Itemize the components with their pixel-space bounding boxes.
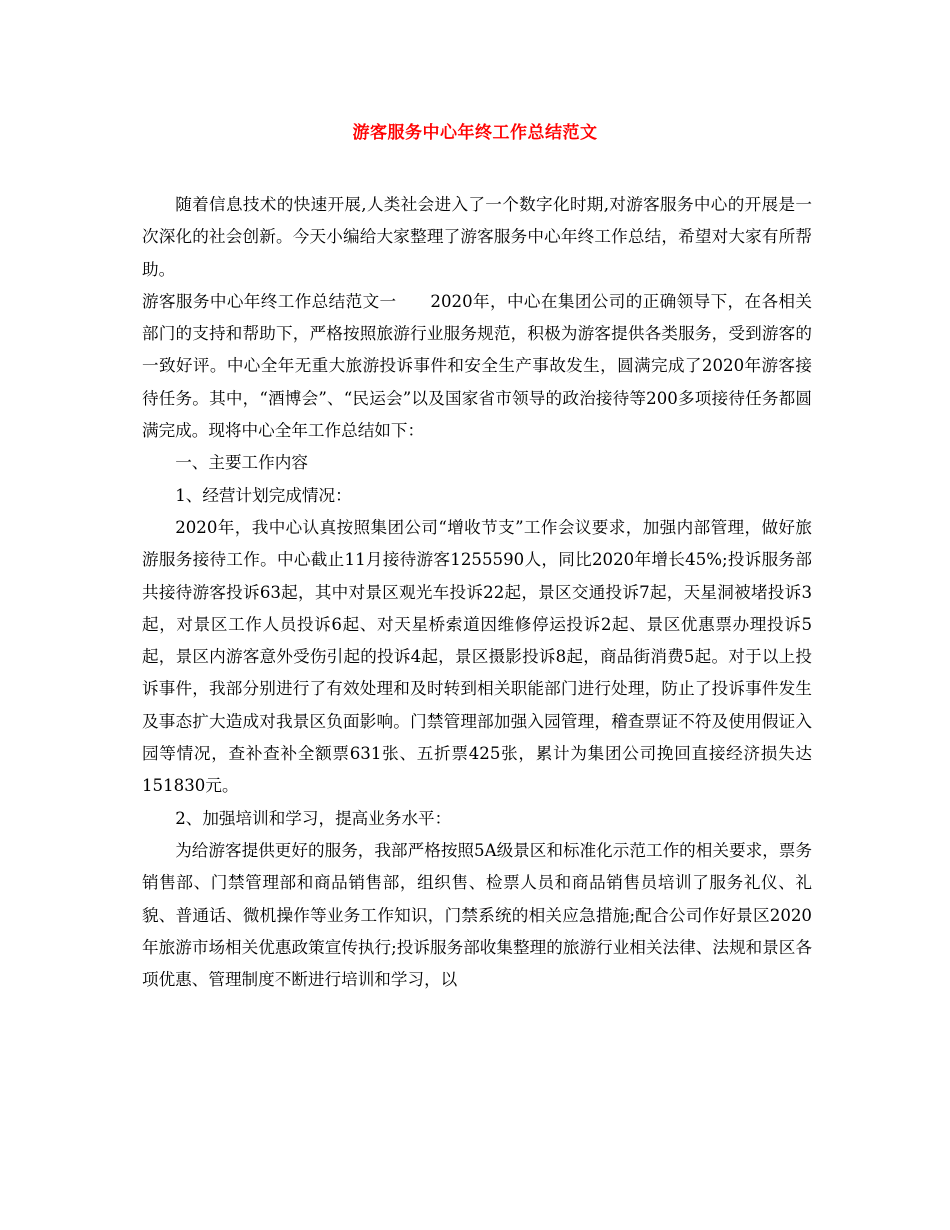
section-heading-main-work: 一、主要工作内容: [175, 453, 308, 473]
paragraph-training-details: 为给游客提供更好的服务，我部严格按照5A级景区和标准化示范工作的相关要求，票务销售部、门禁管理部和商品销售部，组织售、检票人员和商品销售员培训了服务礼仪、礼貌、普通话、微机操作等业务工作知识，门禁系统的相关应急措施;配合公司作好景区2020年旅游市场相关优惠政策宣传执行;投诉服务部收集整理的旅游行业相关法律、法规和景区各项优惠、管理制度不断进行培训和学习，以: [142, 840, 812, 990]
subsection-heading-training: 2、加强培训和学习，提高业务水平：: [175, 808, 452, 828]
document-title: 游客服务中心年终工作总结范文: [352, 123, 598, 143]
paragraph-plan-details: 2020年，我中心认真按照集团公司“增收节支”工作会议要求，加强内部管理，做好旅游服务接待工作。中心截止11月接待游客1255590人，同比2020年增长45%;投诉服务部共接待游客投诉63起，其中对景区观光车投诉22起，景区交通投诉7起，天星洞被堵投诉3起，对景区工作人员投诉6起、对天星桥索道因维修停运投诉2起、景区优惠票办理投诉5起，景区内游客意外受伤引起的投诉4起，景区摄影投诉8起，商品街消费5起。对于以上投诉事件，我部分别进行了有效处理和及时转到相关职能部门进行处理，防止了投诉事件发生及事态扩大造成对我景区负面影响。门禁管理部加强入园管理，稽查票证不符及使用假证入园等情况，查补查补全额票631张、五折票425张，累计为集团公司挽回直接经济损失达151830元。: [142, 517, 812, 796]
subsection-heading-plan: 1、经营计划完成情况：: [175, 485, 352, 505]
document-body: [142, 189, 812, 996]
paragraph-intro: 随着信息技术的快速开展,人类社会进入了一个数字化时期,对游客服务中心的开展是一次深化的社会创新。今天小编给大家整理了游客服务中心年终工作总结，希望对大家有所帮助。: [142, 195, 812, 279]
paragraph-summary-opening: 游客服务中心年终工作总结范文一 2020年，中心在集团公司的正确领导下，在各相关部门的支持和帮助下，严格按照旅游行业服务规范，积极为游客提供各类服务，受到游客的一致好评。中心全年无重大旅游投诉事件和安全生产事故发生，圆满完成了2020年游客接待任务。其中，“酒博会”、“民运会”以及国家省市领导的政治接待等200多项接待任务都圆满完成。现将中心全年工作总结如下：: [142, 291, 812, 441]
